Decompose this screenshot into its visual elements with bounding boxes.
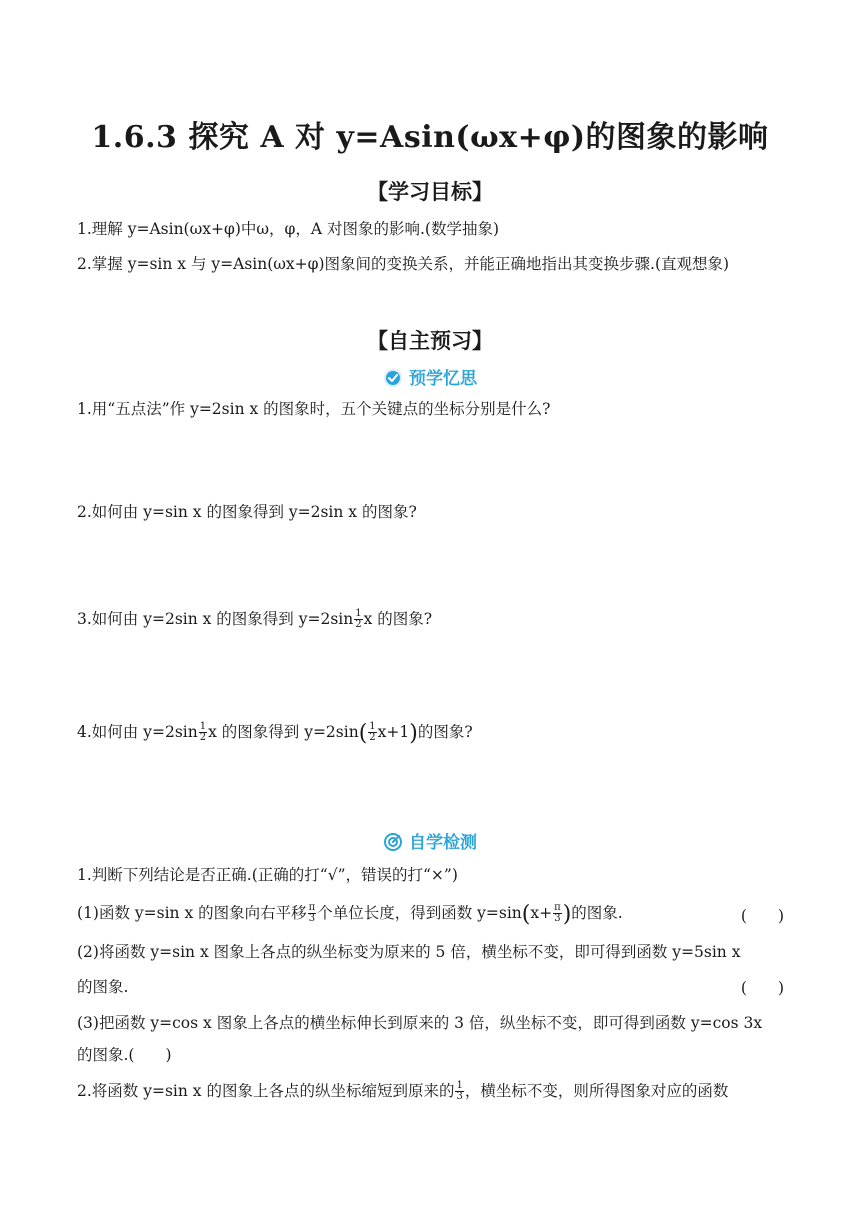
p1-text-c: x+ [530, 904, 553, 922]
selftest-item-3-line-1: (3)把函数 y=cos x 图象上各点的横坐标伸长到原来的 3 倍，纵坐标不变，即可得到函数 y=cos 3x [77, 1014, 763, 1032]
fraction-pi-over-3 [308, 903, 317, 924]
fraction-one-third [455, 1081, 463, 1102]
frac-numerator: 1 [355, 607, 362, 619]
frac-denominator: 2 [355, 618, 362, 630]
q2-text-b: ，横坐标不变，则所得图象对应的函数 [464, 1082, 729, 1100]
preview-question-1: 1.用“五点法”作 y=2sin x 的图象时，五个关键点的坐标分别是什么? [77, 400, 551, 418]
frac-denominator: 2 [199, 731, 207, 743]
frac-denominator: 3 [456, 1090, 463, 1102]
q4-text-b: x 的图象得到 y=2sin [208, 723, 359, 741]
page-title: 1.6.3 探究 A 对 y=Asin(ωx+φ)的图象的影响 [91, 120, 769, 155]
selftest-item-1 [77, 902, 623, 926]
selftest-question-2 [77, 1080, 728, 1103]
objective-item-1: 1.理解 y=Asin(ωx+φ)中ω，φ，A 对图象的影响.(数学抽象) [77, 220, 499, 238]
left-paren: ( [358, 721, 368, 746]
q2-text-a: 2.将函数 y=sin x 的图象上各点的纵坐标缩短到原来的 [77, 1082, 455, 1100]
right-paren: ) [562, 902, 572, 927]
frac-numerator: π [554, 901, 561, 913]
selftest-item-3-line-2: 的图象.( ) [77, 1046, 172, 1064]
selftest-subheading-label: 自学检测 [409, 833, 477, 853]
frac-numerator: π [308, 901, 316, 913]
frac-denominator: 3 [308, 912, 316, 924]
preview-question-2: 2.如何由 y=sin x 的图象得到 y=2sin x 的图象? [77, 503, 417, 521]
q4-text-d: 的图象? [417, 723, 473, 741]
frac-numerator: 1 [456, 1079, 463, 1091]
selftest-subheading [0, 828, 860, 853]
preview-subheading-label: 预学忆思 [409, 369, 477, 389]
preview-question-4 [77, 721, 473, 745]
p1-text-a: (1)函数 y=sin x 的图象向右平移 [77, 904, 307, 922]
q4-text-c: x+1 [377, 723, 410, 741]
frac-denominator: 2 [369, 731, 376, 743]
right-paren: ) [409, 721, 418, 746]
fraction-one-half [368, 722, 376, 743]
preview-question-3 [77, 608, 432, 631]
frac-numerator: 1 [369, 720, 376, 732]
p1-text-b: 个单位长度，得到函数 y=sin [317, 904, 522, 922]
q3-text-a: 3.如何由 y=2sin x 的图象得到 y=2sin [77, 610, 354, 628]
q4-text-a: 4.如何由 y=2sin [77, 723, 198, 741]
selftest-intro: 1.判断下列结论是否正确.(正确的打“√”，错误的打“×”) [77, 866, 458, 884]
objectives-heading: 【学习目标】 [367, 179, 493, 204]
objective-item-2: 2.掌握 y=sin x 与 y=Asin(ωx+φ)图象间的变换关系，并能正确地指出其变换步骤.(直观想象) [77, 255, 730, 273]
fraction-pi-over-3 [553, 903, 562, 924]
selftest-item-2-line-2: 的图象. [77, 978, 129, 996]
frac-numerator: 1 [199, 720, 207, 732]
fraction-one-half [199, 722, 207, 743]
answer-blank-1[interactable]: ( ) [740, 907, 784, 925]
q3-text-b: x 的图象? [363, 610, 433, 628]
check-badge-icon [383, 368, 403, 388]
frac-denominator: 3 [554, 912, 561, 924]
left-paren: ( [521, 902, 531, 927]
preview-subheading [0, 364, 860, 389]
preview-heading: 【自主预习】 [367, 328, 493, 353]
answer-blank-2[interactable]: ( ) [740, 979, 784, 997]
target-icon [383, 832, 403, 852]
p1-text-d: 的图象. [571, 904, 623, 922]
fraction-one-half [354, 609, 362, 630]
selftest-item-2-line-1: (2)将函数 y=sin x 图象上各点的纵坐标变为原来的 5 倍，横坐标不变，即可得到函数 y=5sin x [77, 943, 741, 961]
